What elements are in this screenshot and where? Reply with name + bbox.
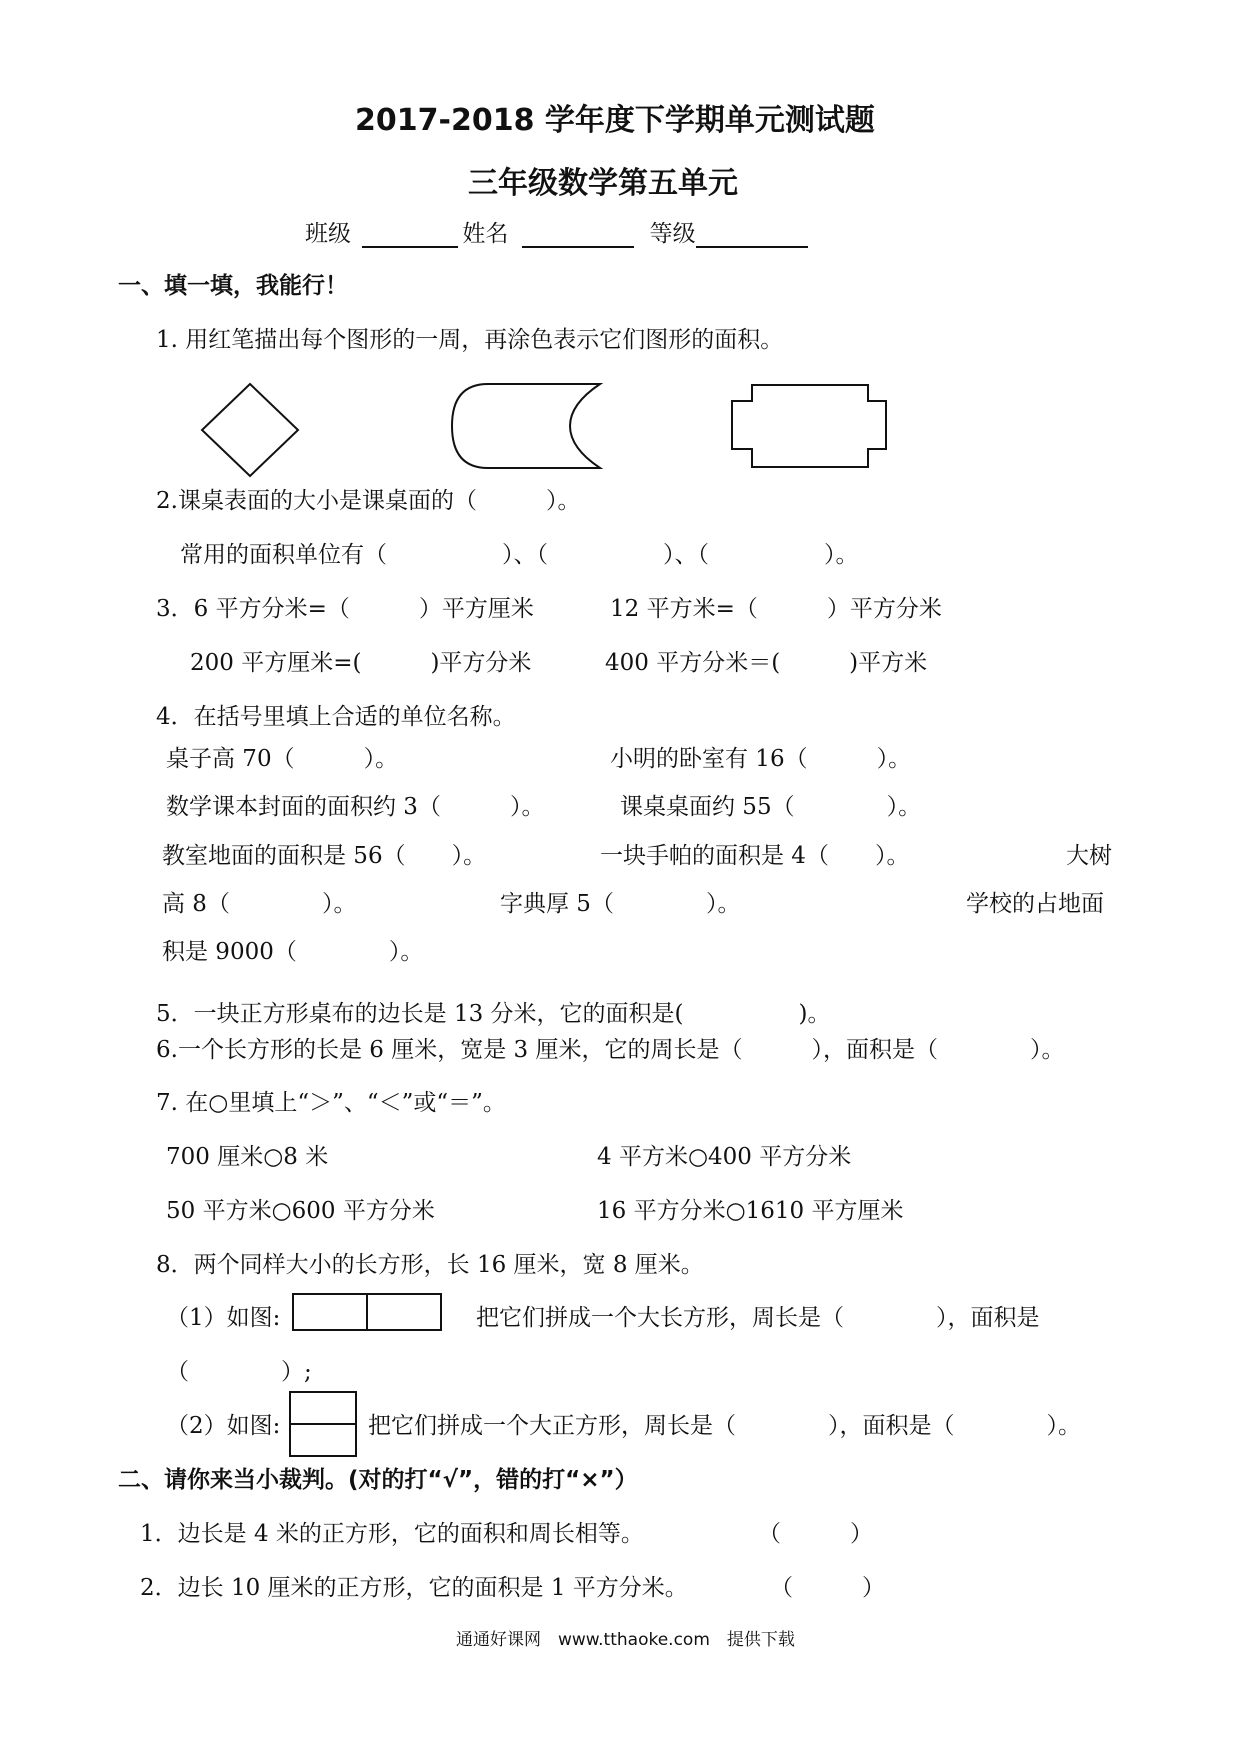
footer-source: 通通好课网 www.tthaoke.com 提供下载 — [456, 1630, 795, 1650]
question-7-item-1: 700 厘米○8 米 — [166, 1144, 329, 1170]
question-7: 7. 在○里填上“＞”、“＜”或“＝”。 — [156, 1090, 506, 1116]
question-8-part-1-label: （1）如图: — [166, 1305, 281, 1331]
grade-blank[interactable] — [696, 224, 808, 248]
name-blank[interactable] — [522, 224, 634, 248]
class-label: 班级 — [305, 221, 351, 247]
judge-question-2: 2．边长 10 厘米的正方形，它的面积是 1 平方分米。 — [140, 1575, 688, 1601]
question-8-part-1-text: 把它们拼成一个大长方形，周长是（ ），面积是 — [476, 1305, 1040, 1331]
two-rectangles-horizontal-figure — [292, 1293, 442, 1331]
question-4-item-3: 数学课本封面的面积约 3（ ）。 — [166, 794, 545, 820]
question-6: 6.一个长方形的长是 6 厘米，宽是 3 厘米，它的周长是（ ），面积是（ ）。 — [156, 1037, 1065, 1063]
question-2-b: 常用的面积单位有（ ）、（ ）、（ ）。 — [180, 542, 859, 568]
question-4-item-2: 小明的卧室有 16（ ）。 — [610, 746, 912, 772]
question-8-part-1-cont: （ ）; — [166, 1359, 312, 1385]
section-2-heading: 二、请你来当小裁判。(对的打“√”，错的打“×”） — [118, 1467, 638, 1493]
question-8: 8．两个同样大小的长方形，长 16 厘米，宽 8 厘米。 — [156, 1252, 704, 1278]
diamond-shape — [200, 382, 310, 482]
question-5: 5．一块正方形桌布的边长是 13 分米，它的面积是( )。 — [156, 1001, 831, 1027]
rectangle-divider — [291, 1423, 355, 1425]
grade-label: 等级 — [649, 221, 696, 247]
question-4-item-7-start: 大树 — [1066, 843, 1112, 869]
page-subtitle: 三年级数学第五单元 — [468, 166, 738, 201]
two-rectangles-vertical-figure — [289, 1391, 357, 1457]
question-1: 1. 用红笔描出每个图形的一周，再涂色表示它们图形的面积。 — [156, 327, 784, 353]
question-4-item-8: 字典厚 5（ ）。 — [500, 891, 741, 917]
question-4-item-7-end: 高 8（ ）。 — [162, 891, 357, 917]
question-8-part-2-text: 把它们拼成一个大正方形，周长是（ ），面积是（ ）。 — [368, 1413, 1081, 1439]
rectangle-divider — [366, 1295, 368, 1329]
judge-question-1: 1．边长是 4 米的正方形，它的面积和周长相等。 — [140, 1521, 644, 1547]
question-8-part-2-label: （2）如图: — [166, 1413, 281, 1439]
section-1-heading: 一、填一填，我能行！ — [118, 273, 348, 299]
notched-rectangle-shape — [728, 383, 898, 473]
question-4-item-9-end: 积是 9000（ ）。 — [162, 939, 424, 965]
question-4: 4．在括号里填上合适的单位名称。 — [156, 704, 516, 730]
question-4-item-4: 课桌桌面约 55（ ）。 — [620, 794, 922, 820]
question-2-a: 2.课桌表面的大小是课桌面的（ ）。 — [156, 488, 581, 514]
question-4-item-9-start: 学校的占地面 — [966, 891, 1104, 917]
question-3-d: 400 平方分米＝( )平方米 — [605, 650, 928, 676]
question-7-item-2: 4 平方米○400 平方分米 — [597, 1144, 852, 1170]
question-3-a: 3．6 平方分米=（ ）平方厘米 — [156, 596, 534, 622]
judge-answer-1[interactable]: （ ） — [758, 1521, 873, 1547]
rounded-crescent-shape — [448, 382, 618, 472]
question-4-item-5: 教室地面的面积是 56（ ）。 — [162, 843, 487, 869]
student-info-line — [305, 220, 808, 248]
question-3-b: 12 平方米=（ ）平方分米 — [610, 596, 942, 622]
question-4-item-6: 一块手帕的面积是 4（ ）。 — [600, 843, 910, 869]
question-7-item-3: 50 平方米○600 平方分米 — [166, 1198, 435, 1224]
question-4-item-1: 桌子高 70（ ）。 — [166, 746, 399, 772]
class-blank[interactable] — [362, 224, 458, 248]
page-title: 2017-2018 学年度下学期单元测试题 — [355, 103, 875, 138]
question-3-c: 200 平方厘米=( )平方分米 — [190, 650, 532, 676]
question-7-item-4: 16 平方分米○1610 平方厘米 — [597, 1198, 904, 1224]
judge-answer-2[interactable]: （ ） — [770, 1575, 885, 1601]
name-label: 姓名 — [462, 221, 509, 247]
